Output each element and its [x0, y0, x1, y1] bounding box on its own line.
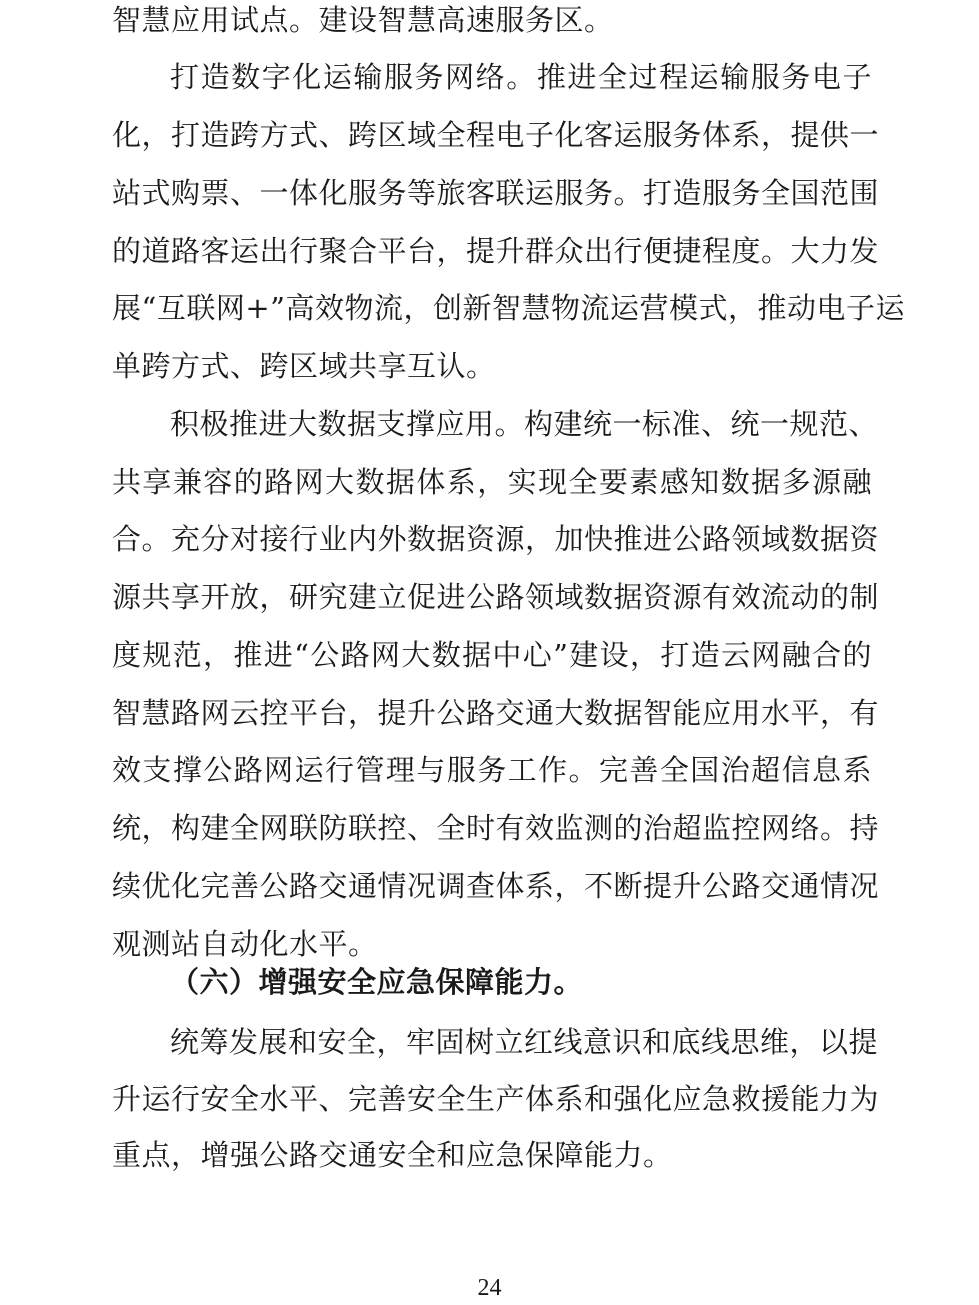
text-line: 观测站自动化水平。 — [112, 927, 378, 961]
text-line: 源共享开放，研究建立促进公路领域数据资源有效流动的制 — [112, 580, 880, 614]
section-heading: （六）增强安全应急保障能力。 — [170, 965, 584, 999]
text-line: 合。充分对接行业内外数据资源，加快推进公路领域数据资 — [112, 522, 880, 556]
paragraph-first-line-rest: 推进全过程运输服务电子 — [536, 60, 872, 94]
page-number: 24 — [477, 1275, 502, 1301]
paragraph-first-line — [170, 57, 872, 97]
paragraph-lead-phrase: 打造数字化运输服务网络。 — [170, 60, 537, 94]
text-line: 展“互联网+”高效物流，创新智慧物流运营模式，推动电子运 — [112, 291, 905, 325]
paragraph-first-line: 统筹发展和安全，牢固树立红线意识和底线思维，以提 — [170, 1025, 879, 1059]
text-line: 的道路客运出行聚合平台，提升群众出行便捷程度。大力发 — [112, 234, 880, 268]
text-line: 智慧路网云控平台，提升公路交通大数据智能应用水平，有 — [112, 696, 880, 730]
text-line: 升运行安全水平、完善安全生产体系和强化应急救援能力为 — [112, 1082, 880, 1116]
paragraph-first-line-rest: 构建统一标准、统一规范、 — [524, 407, 879, 441]
text-line: 共享兼容的路网大数据体系，实现全要素感知数据多源融 — [112, 465, 872, 499]
text-line: 智慧应用试点。建设智慧高速服务区。 — [112, 3, 614, 37]
text-line: 重点，增强公路交通安全和应急保障能力。 — [112, 1138, 673, 1172]
text-line: 统，构建全网联防联控、全时有效监测的治超监控网络。持 — [112, 811, 880, 845]
text-line: 效支撑公路网运行管理与服务工作。完善全国治超信息系 — [112, 753, 872, 787]
text-line: 度规范，推进“公路网大数据中心”建设，打造云网融合的 — [112, 638, 872, 672]
text-line: 单跨方式、跨区域共享互认。 — [112, 349, 496, 383]
text-line: 站式购票、一体化服务等旅客联运服务。打造服务全国范围 — [112, 176, 880, 210]
paragraph-first-line — [170, 404, 879, 444]
paragraph-lead-phrase: 积极推进大数据支撑应用。 — [170, 407, 525, 441]
text-line: 化，打造跨方式、跨区域全程电子化客运服务体系，提供一 — [112, 118, 880, 152]
text-line: 续优化完善公路交通情况调查体系，不断提升公路交通情况 — [112, 869, 880, 903]
